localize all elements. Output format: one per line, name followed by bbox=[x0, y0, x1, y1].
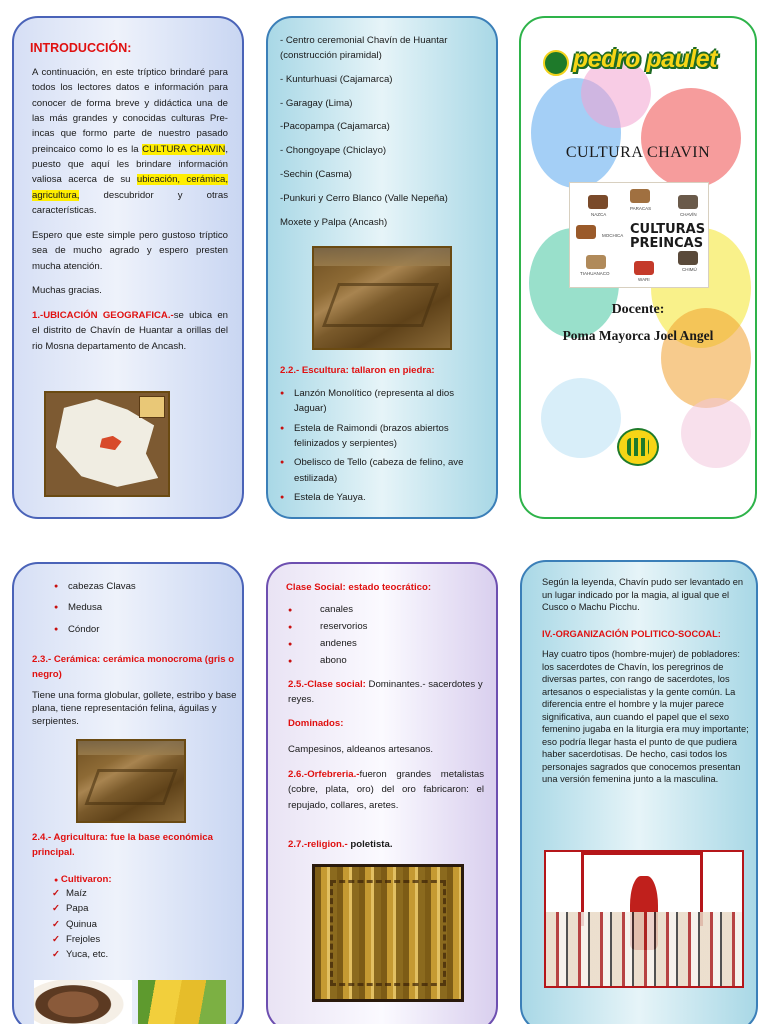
cultivo-item: ✓ Quinua bbox=[50, 917, 200, 932]
clase-social-paragraph bbox=[288, 677, 484, 708]
culture-caption: CHIMÚ bbox=[682, 267, 697, 272]
intro-text-1: A continuación, en este tríptico brindaré para todos los lectores datos e información para conocer de forma breve y didáctica una de las más grandes y conocidas culturas Pre-incas que formo parte de nuestro pasado preincaico como lo es la bbox=[32, 67, 228, 155]
decor-blob bbox=[661, 308, 751, 408]
site-item: - Kunturhuasi (Cajamarca) bbox=[280, 73, 393, 85]
crowd-shape bbox=[546, 912, 742, 986]
site-item: Moxete y Palpa (Ancash) bbox=[280, 216, 388, 228]
dominados-label: Dominados: bbox=[288, 718, 344, 729]
ruins-photo-2 bbox=[76, 739, 186, 823]
cultivo-item: ✓ Maíz bbox=[50, 886, 200, 901]
yuca-photo bbox=[34, 980, 132, 1024]
obras-list bbox=[286, 604, 486, 672]
school-emblem-icon bbox=[617, 428, 659, 466]
clase-social-text: Dominantes.- sacerdotes y reyes. bbox=[288, 679, 483, 706]
escultura-item: ● Lanzón Monolítico (representa al dios Jaguar) bbox=[278, 386, 486, 417]
culture-thumb bbox=[678, 195, 698, 209]
culturas-preincas-image bbox=[569, 182, 709, 288]
ruins-photo-1 bbox=[312, 246, 452, 350]
school-logo-name: pedro paulet bbox=[573, 45, 718, 73]
escultura-item: ● Obelisco de Tello (cabeza de felino, ave estilizada) bbox=[278, 455, 486, 486]
site-item: - Centro ceremonial Chavín de Huantar (construcción piramidal) bbox=[280, 35, 448, 61]
panel-sitios bbox=[266, 16, 498, 519]
intro-text-2: , puesto que aquí les brindare información valiosa acerca de su bbox=[32, 143, 228, 186]
decor-blob bbox=[641, 88, 741, 188]
intro-text-3: descubridor y otras características. bbox=[32, 189, 228, 217]
panel-organizacion bbox=[520, 560, 758, 1024]
culture-thumb bbox=[630, 189, 650, 203]
culture-thumb bbox=[588, 195, 608, 209]
intro-thanks: Muchas gracias. bbox=[32, 285, 102, 296]
decor-blob bbox=[541, 378, 621, 458]
ceramica-heading: 2.3.- Cerámica: cerámica monocroma (gris o negro) bbox=[32, 654, 235, 681]
docente-label: Docente: bbox=[611, 302, 665, 317]
escultura-heading: 2.2.- Escultura: tallaron en piedra: bbox=[280, 365, 435, 376]
culture-caption: MOCHICA bbox=[602, 233, 624, 238]
panel-sociedad bbox=[266, 562, 498, 1024]
site-item: -Sechin (Casma) bbox=[280, 169, 352, 181]
obra-item: ● abono bbox=[286, 655, 486, 668]
cover-title: CULTURA CHAVIN bbox=[565, 144, 711, 161]
escultura-item: ● Estela de Yauya. bbox=[278, 490, 486, 505]
bullet-icon: ● bbox=[54, 877, 59, 884]
escultura-list bbox=[278, 386, 486, 509]
org-heading: IV.-ORGANIZACIÓN POLITICO-SOCOAL: bbox=[542, 629, 721, 639]
ceremony-illustration bbox=[544, 850, 744, 988]
corn-photo bbox=[138, 980, 226, 1024]
culture-caption: TIAHUANACO bbox=[580, 271, 610, 276]
school-logo bbox=[543, 36, 747, 82]
culturas-title-line2: PREINCAS bbox=[630, 235, 704, 251]
obra-item: ● canales bbox=[286, 604, 486, 617]
obra-item: ● reservorios bbox=[286, 621, 486, 634]
decor-blob bbox=[681, 398, 751, 468]
intro-paragraph bbox=[32, 65, 228, 218]
culturas-title-line1: CULTURAS bbox=[630, 222, 706, 237]
motif-list bbox=[52, 580, 232, 641]
site-item: - Chongoyape (Chiclayo) bbox=[280, 145, 387, 157]
clase-heading: Clase Social: estado teocrático: bbox=[286, 582, 432, 593]
intro-heading: INTRODUCCIÓN: bbox=[30, 41, 132, 55]
ubicacion-text: se ubica en el distrito de Chavín de Huantar a orillas del rio Mosna departamento de Ancash. bbox=[32, 310, 228, 352]
religion-paragraph bbox=[288, 837, 393, 852]
ubicacion-heading: 1.-UBICACIÓN GEOGRAFICA.- bbox=[32, 310, 174, 321]
culture-thumb bbox=[576, 225, 596, 239]
gold-relief-photo bbox=[312, 864, 464, 1002]
panel-portada bbox=[519, 16, 757, 519]
culture-thumb bbox=[634, 261, 654, 275]
panel-ceramica bbox=[12, 562, 244, 1024]
obra-item: ● andenes bbox=[286, 638, 486, 651]
docente-name: Poma Mayorca Joel Angel bbox=[562, 328, 714, 343]
culture-caption: CHAVÍN bbox=[680, 212, 697, 217]
culture-caption: PARACAS bbox=[630, 206, 652, 211]
cultivos-list bbox=[50, 886, 200, 963]
panel-introduccion bbox=[12, 16, 244, 519]
dominados-text: Campesinos, aldeanos artesanos. bbox=[288, 744, 434, 755]
intro-highlight-topics: ubicación, cerámica, agricultura, bbox=[32, 174, 229, 201]
clase-social-label: 2.5.-Clase social: bbox=[288, 679, 369, 690]
intro-paragraph-2: Espero que este simple pero gustoso tríptico sea de mucho agrado y espero presten mucha atención. bbox=[32, 230, 228, 272]
religion-text: poletista. bbox=[350, 839, 393, 850]
religion-label: 2.7.-religion.- bbox=[288, 839, 351, 850]
sites-list bbox=[280, 34, 488, 231]
orfebreria-paragraph bbox=[288, 767, 484, 813]
cultivo-item: ✓ Yuca, etc. bbox=[50, 947, 200, 962]
motif-item: ● Cóndor bbox=[52, 623, 232, 637]
escultura-item: ● Estela de Raimondi (brazos abiertos felinizados y serpientes) bbox=[278, 421, 486, 452]
ubicacion-paragraph bbox=[32, 308, 228, 354]
site-item: -Punkuri y Cerro Blanco (Valle Nepeña) bbox=[280, 193, 448, 205]
org-text: Hay cuatro tipos (hombre-mujer) de pobladores: los sacerdotes de Chavín, los peregrinos de diversas partes, con rango de sacerdotes, los artesanos o especialistas y la gente común. La diferencia entre el hombre y la mujer parece significativa, aun cuando el papel que el sexo femenino jugaba en la liturgia era muy importante; eso podría llegar hasta el punto de que pudiera haber sacerdotisas. De hecho, casi todos los personajes sagrados que conocemos presentan una versión femenina junto a la masculina. bbox=[542, 649, 749, 785]
orfebreria-text: fueron grandes metalistas (cobre, plata, oro) del oro fabricaron: el repujado, collares, aretes. bbox=[288, 769, 484, 811]
orfebreria-label: 2.6.-Orfebreria.- bbox=[288, 769, 360, 780]
motif-item: ● Medusa bbox=[52, 601, 232, 615]
cultivo-item: ✓ Frejoles bbox=[50, 932, 200, 947]
site-item: - Garagay (Lima) bbox=[280, 97, 353, 109]
map-inset bbox=[139, 396, 165, 418]
intro-highlight-culture: CULTURA CHAVIN bbox=[142, 143, 226, 155]
motif-item: ● cabezas Clavas bbox=[52, 580, 232, 594]
cultivaron-text: Cultivaron: bbox=[60, 874, 112, 885]
culture-thumb bbox=[678, 251, 698, 265]
site-item: -Pacopampa (Cajamarca) bbox=[280, 121, 390, 133]
culture-caption: NAZCA bbox=[591, 212, 607, 217]
school-seal-icon bbox=[543, 50, 569, 76]
ceramica-text: Tiene una forma globular, gollete, estribo y base plana, tiene representación felina, águilas y serpientes. bbox=[32, 690, 237, 727]
culture-caption: WARI bbox=[638, 277, 650, 282]
leyenda-text: Según la leyenda, Chavín pudo ser levantado en un lugar indicado por la magia, al igual que el Cusco o Machu Picchu. bbox=[542, 577, 744, 613]
culturas-preincas-title bbox=[630, 223, 705, 250]
agricultura-heading: 2.4.- Agricultura: fue la base económica principal. bbox=[32, 832, 213, 859]
culture-thumb bbox=[586, 255, 606, 269]
ancash-map-image bbox=[44, 391, 170, 497]
cultivo-item: ✓ Papa bbox=[50, 901, 200, 916]
